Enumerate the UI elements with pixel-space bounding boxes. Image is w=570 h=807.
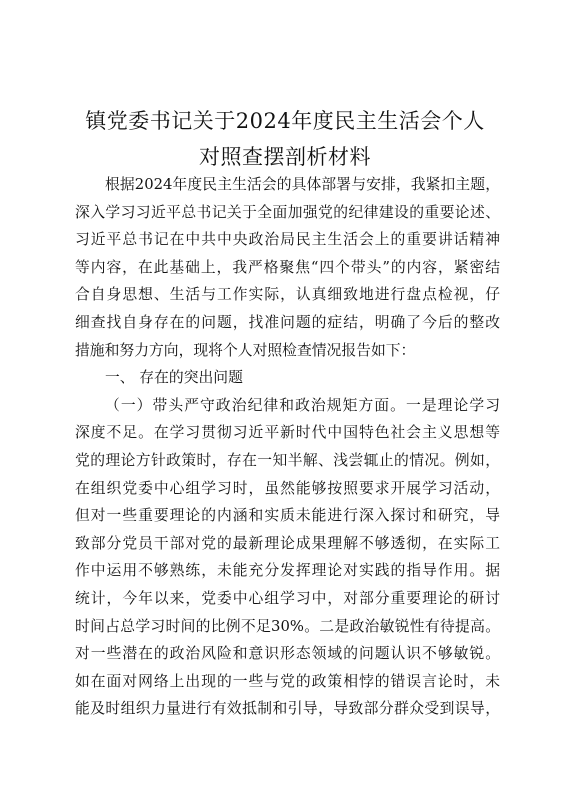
section-paragraph-line: 但对一些重要理论的内涵和实质未能进行深入探讨和研究，导 <box>75 507 500 525</box>
intro-paragraph-line: 深入学习习近平总书记关于全面加强党的纪律建设的重要论述、 <box>75 203 500 221</box>
section-paragraph-line: 能及时组织力量进行有效抵制和引导，导致部分群众受到误导， <box>75 700 500 718</box>
section-paragraph-line: （一）带头严守政治纪律和政治规矩方面。一是理论学习 <box>105 396 500 414</box>
intro-paragraph-line: 措施和努力方向，现将个人对照检查情况报告如下： <box>75 341 416 359</box>
intro-paragraph-line: 合自身思想、生活与工作实际，认真细致地进行盘点检视，仔 <box>75 286 500 304</box>
intro-paragraph-line: 根据2024年度民主生活会的具体部署与安排，我紧扣主题， <box>105 176 500 193</box>
document-title-line-1: 镇党委书记关于2024年度民主生活会个人 <box>85 109 485 133</box>
section-heading: 一、 存在的突出问题 <box>105 369 243 387</box>
document-body <box>75 171 500 723</box>
intro-paragraph-line: 细查找自身存在的问题，找准问题的症结，明确了今后的整改 <box>75 313 500 331</box>
document-title-line-2: 对照查摆剖析材料 <box>199 145 371 169</box>
section-paragraph-line: 统计，今年以来，党委中心组学习中，对部分重要理论的研讨 <box>75 589 500 607</box>
section-paragraph-line: 作中运用不够熟练，未能充分发挥理论对实践的指导作用。据 <box>75 562 500 580</box>
section-paragraph-line: 如在面对网络上出现的一些与党的政策相悖的错误言论时，未 <box>75 672 500 690</box>
intro-paragraph-line: 习近平总书记在中共中央政治局民主生活会上的重要讲话精神 <box>75 231 500 249</box>
section-paragraph-line: 深度不足。在学习贯彻习近平新时代中国特色社会主义思想等 <box>75 424 500 442</box>
section-paragraph-line: 对一些潜在的政治风险和意识形态领域的问题认识不够敏锐。 <box>75 645 500 663</box>
section-paragraph-line: 致部分党员干部对党的最新理论成果理解不够透彻，在实际工 <box>75 534 500 552</box>
section-paragraph-line: 在组织党委中心组学习时，虽然能够按照要求开展学习活动， <box>75 479 500 497</box>
section-paragraph-line: 党的理论方针政策时，存在一知半解、浅尝辄止的情况。例如， <box>75 451 500 469</box>
section-paragraph-line: 时间占总学习时间的比例不足30%。二是政治敏锐性有待提高。 <box>75 617 500 635</box>
intro-paragraph-line: 等内容，在此基础上，我严格聚焦“四个带头”的内容，紧密结 <box>75 258 500 276</box>
